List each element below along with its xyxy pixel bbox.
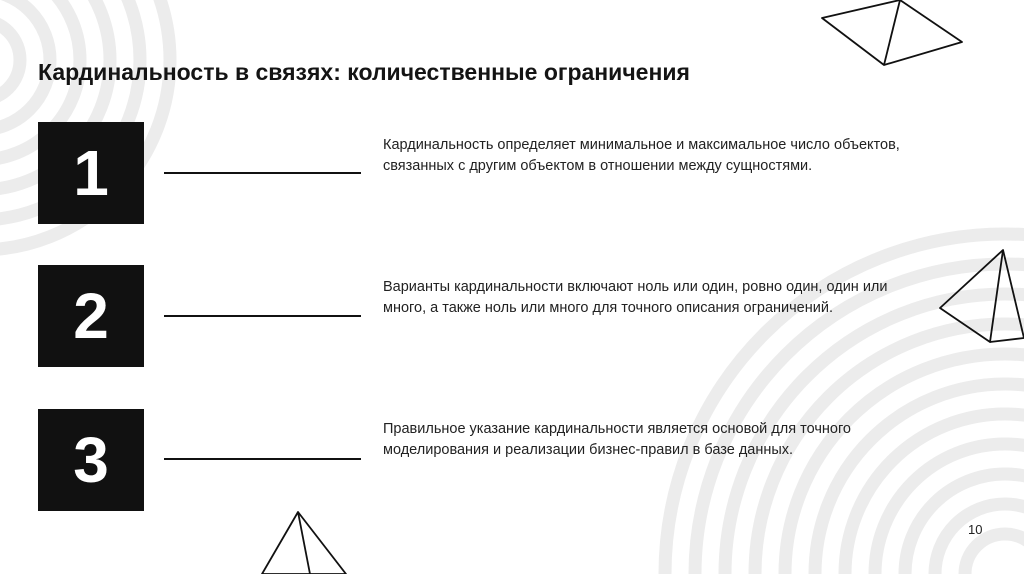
item-description: Кардинальность определяет минимальное и максимальное число объектов, связанных с другим объектом в отношении между сущностями.	[383, 137, 900, 174]
pyramid-top-right	[822, 0, 962, 65]
item-number-box: 1	[38, 122, 144, 224]
item-number-box: 3	[38, 409, 144, 511]
page-number: 10	[968, 522, 983, 537]
connector-line	[164, 315, 361, 317]
connector-line	[164, 458, 361, 460]
item-number-box: 2	[38, 265, 144, 367]
item-description: Правильное указание кардинальности является основой для точного моделирования и реализации бизнес-правил в базе данных.	[383, 421, 851, 458]
pyramid-bottom	[262, 512, 346, 574]
slide-title: Кардинальность в связях: количественные ограничения	[38, 59, 690, 85]
item-description: Варианты кардинальности включают ноль или один, ровно один, один или много, а также ноль или много для точного описания ограничений.	[383, 279, 888, 316]
connector-line	[164, 172, 361, 174]
